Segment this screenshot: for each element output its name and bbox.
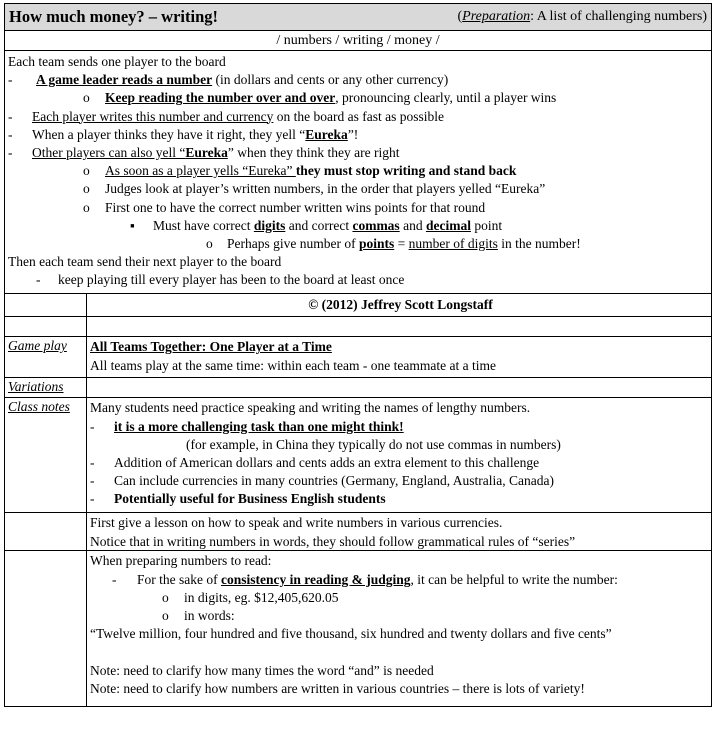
circle-bullet: o [83,181,90,197]
page-title: How much money? – writing! [9,7,218,26]
dash-bullet: - [90,473,95,489]
title-bar [5,4,711,31]
variations-label: Variations [8,379,64,395]
variations-row [5,378,711,398]
preparation-note [457,9,707,25]
tags: / numbers / writing / money / [276,33,440,48]
dash-bullet: - [8,108,13,124]
prep-text-2: - For the sake of consistency in reading & judging, it can be helpful to write the number: [90,571,711,589]
class-note-6: - Potentially useful for Business English students [90,490,711,508]
rule-line-8: o First one to have the correct number written wins points for that round [8,199,708,217]
dash-bullet: - [90,455,95,470]
circle-bullet: o [83,163,90,179]
preparation-text: : A list of challenging numbers) [530,9,707,24]
rule-line-6: o As soon as a player yells “Eureka” they must stop writing and stand back [8,162,708,180]
class-note-1: Many students need practice speaking and writing the names of lengthy numbers. [90,400,531,416]
lesson-row [5,513,711,551]
copyright: © (2012) Jeffrey Scott Longstaff [308,297,493,313]
prep-open: ( [457,9,463,24]
rule-line-4: - When a player thinks they have it right, they yell “Eureka”! [8,126,708,144]
circle-bullet: o [83,199,90,215]
circle-bullet: o [206,235,213,251]
rule-line-9: ▪ Must have correct digits and correct commas and decimal point [8,217,708,235]
dash-bullet: - [112,571,117,587]
class-notes-label: Class notes [8,399,70,415]
circle-bullet: o [162,608,169,623]
rule-line-10: o Perhaps give number of points = number of digits in the number! [8,235,708,253]
class-note-3: (for example, in China they typically do not use commas in numbers) [186,436,561,452]
lesson-text-2: Notice that in writing numbers in words, they should follow grammatical rules of “series” [90,533,576,549]
dash-bullet: - [36,272,41,288]
rule-line-3: - Each player writes this number and currency on the board as fast as possible [8,108,708,126]
prep-text-4: o in words: [90,607,711,625]
class-note-2: - it is a more challenging task than one might think! [90,418,711,436]
class-note-4: - Addition of American dollars and cents adds an extra element to this challenge [90,454,711,472]
class-note-5: - Can include currencies in many countries (Germany, England, Australia, Canada) [90,472,711,490]
lesson-text-1: First give a lesson on how to speak and write numbers in various currencies. [90,515,503,531]
rules-outro: Then each team send their next player to the board [8,254,282,270]
dash-bullet: - [8,126,13,142]
class-notes-row [5,398,711,513]
rule-line-11: - keep playing till every player has been to the board at least once [8,271,708,289]
rule-line-1: - A game leader reads a number (in dollars and cents or any other currency) [8,71,708,89]
game-play-row [5,337,711,378]
game-play-heading: All Teams Together: One Player at a Time [90,339,332,355]
rules-intro: Each team sends one player to the board [8,54,226,69]
square-bullet: ▪ [130,217,135,233]
preparation-row [5,551,711,706]
rules-section [5,51,711,294]
dash-bullet: - [8,72,13,88]
empty-row [5,317,711,337]
tags-row [5,31,711,51]
dash-bullet: - [90,418,95,434]
circle-bullet: o [83,90,90,106]
rule-line-2: o Keep reading the number over and over, pronouncing clearly, until a player wins [8,89,708,107]
dash-bullet: - [8,144,13,160]
prep-text-3: o in digits, eg. $12,405,620.05 [90,589,711,607]
dash-bullet: - [90,491,95,507]
rule-line-5: - Other players can also yell “Eureka” when they think they are right [8,144,708,162]
rule-line-7: o Judges look at player’s written numbers, in the order that players yelled “Eureka” [8,180,708,198]
prep-text-7: Note: need to clarify how numbers are written in various countries – there is lots of variety! [90,680,585,696]
preparation-label: Preparation [462,9,531,24]
prep-text-6: Note: need to clarify how many times the word “and” is needed [90,662,434,678]
game-play-text: All teams play at the same time: within each team - one teammate at a time [90,357,496,373]
prep-text-1: When preparing numbers to read: [90,553,272,569]
activity-sheet [4,3,712,707]
circle-bullet: o [162,589,169,605]
copyright-row [5,294,711,317]
game-play-label: Game play [8,338,67,354]
prep-text-5: “Twelve million, four hundred and five thousand, six hundred and twenty dollars and five cents” [90,626,612,642]
